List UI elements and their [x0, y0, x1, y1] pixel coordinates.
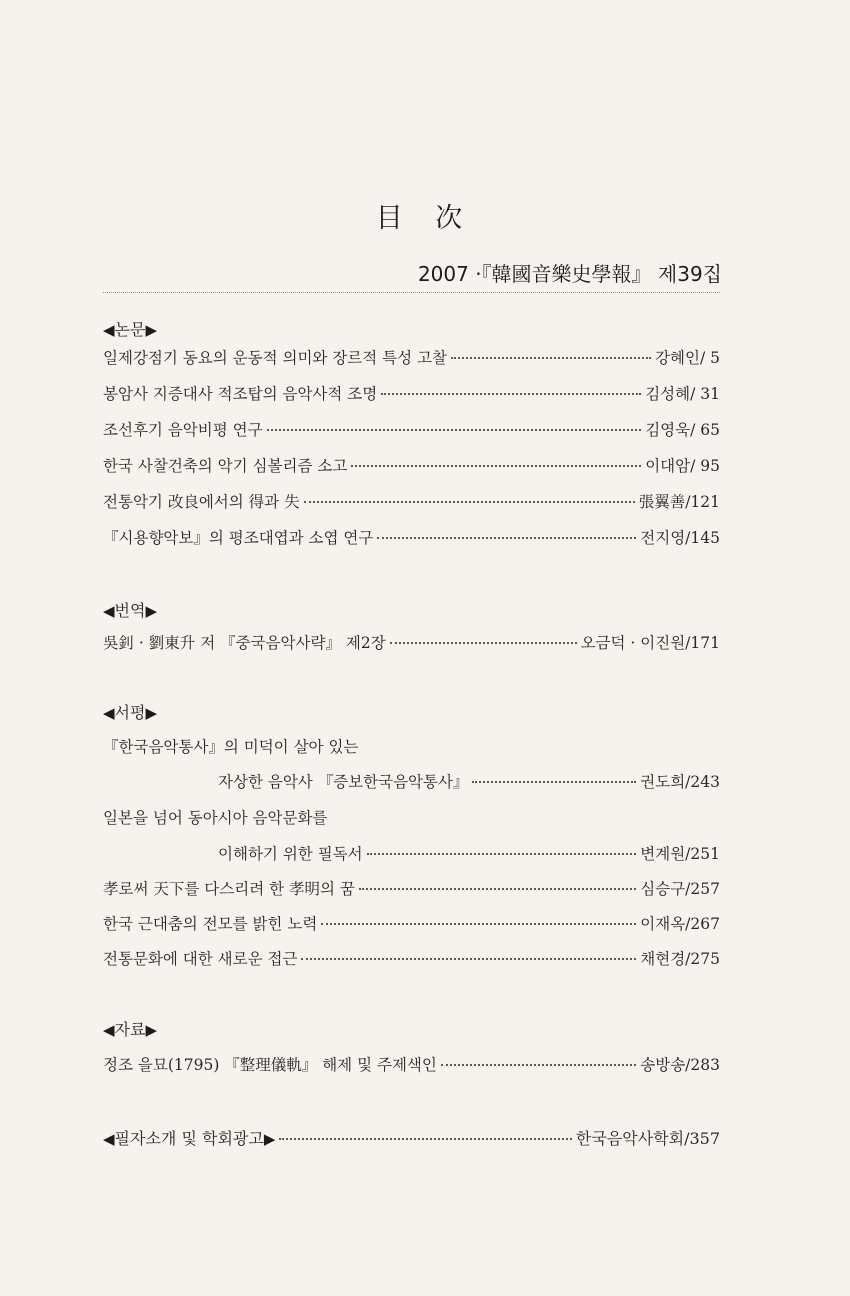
right-triangle-icon: ▶	[263, 1130, 276, 1148]
entry-author-page: 김영욱/ 65	[645, 421, 720, 439]
entry-title: 정조 을묘(1795) 『整理儀軌』 해제 및 주제색인	[103, 1056, 437, 1074]
right-triangle-icon: ▶	[145, 602, 158, 620]
left-triangle-icon: ◀	[103, 602, 115, 620]
entry-author-page: 이대암/ 95	[645, 457, 720, 475]
entry-title: 吳釗 · 劉東升 저 『중국음악사략』 제2장	[103, 634, 386, 652]
leader-dots	[301, 958, 636, 960]
leader-dots	[367, 853, 637, 855]
left-triangle-icon: ◀	[103, 321, 115, 339]
leader-dots	[351, 465, 641, 467]
leader-dots	[472, 781, 636, 783]
entry-title: 한국 사찰건축의 악기 심볼리즘 소고	[103, 457, 348, 475]
toc-entry[interactable]	[103, 877, 720, 901]
section-heading-reviews	[103, 700, 157, 723]
journal-subtitle: 2007 ·『韓國音樂史學報』 제39집	[417, 262, 722, 286]
entry-title: 봉암사 지증대사 적조탑의 음악사적 조명	[103, 385, 378, 403]
entry-author-page: 한국음악사학회/357	[575, 1129, 720, 1148]
entry-title: 孝로써 天下를 다스리려 한 孝明의 꿈	[103, 880, 355, 898]
leader-dots	[279, 1138, 572, 1140]
section-heading-translation	[103, 598, 157, 621]
toc-entry[interactable]	[218, 770, 720, 794]
entry-author-page: 송방송/283	[640, 1056, 720, 1074]
entry-author-page: 전지영/145	[640, 529, 720, 547]
page-title: 目 次	[375, 203, 475, 234]
toc-entry[interactable]	[103, 912, 720, 936]
entry-author-page: 강혜인/ 5	[655, 349, 720, 367]
section-label: 자료	[114, 1020, 146, 1039]
toc-entry[interactable]	[103, 454, 720, 478]
right-triangle-icon: ▶	[145, 321, 158, 339]
toc-entry-footer[interactable]	[103, 1126, 720, 1150]
left-triangle-icon: ◀	[103, 1021, 115, 1039]
toc-entry[interactable]	[103, 631, 720, 655]
toc-entry[interactable]	[103, 418, 720, 442]
entry-title: 전통문화에 대한 새로운 접근	[103, 950, 298, 968]
entry-author-page: 이재옥/267	[640, 915, 720, 933]
leader-dots	[441, 1064, 636, 1066]
entry-author-page: 채현경/275	[640, 950, 720, 968]
leader-dots	[359, 888, 636, 890]
section-label: 서평	[114, 703, 146, 722]
entry-author-page: 張翼善/121	[638, 493, 720, 511]
section-label: 번역	[114, 601, 146, 620]
entry-author-page: 오금덕 · 이진원/171	[580, 634, 720, 652]
entry-title: 자상한 음악사 『증보한국음악통사』	[218, 773, 469, 791]
entry-author-page: 김성혜/ 31	[645, 385, 720, 403]
entry-title-line: 『한국음악통사』의 미덕이 살아 있는	[103, 738, 359, 756]
toc-entry[interactable]	[103, 346, 720, 370]
leader-dots	[390, 642, 577, 644]
entry-title: 전통악기 改良에서의 得과 失	[103, 493, 300, 511]
section-heading-materials	[103, 1017, 157, 1040]
right-triangle-icon: ▶	[145, 704, 158, 722]
footer-heading	[103, 1126, 275, 1149]
entry-title-line: 일본을 넘어 동아시아 음악문화를	[103, 809, 328, 827]
right-triangle-icon: ▶	[145, 1021, 158, 1039]
toc-entry[interactable]	[103, 526, 720, 550]
toc-entry[interactable]	[218, 842, 720, 866]
leader-dots	[267, 429, 642, 431]
entry-author-page: 심승구/257	[640, 880, 720, 898]
leader-dots	[377, 537, 636, 539]
left-triangle-icon: ◀	[103, 1130, 115, 1148]
section-heading-papers	[103, 317, 157, 340]
footer-label: 필자소개 및 학회광고	[114, 1129, 264, 1148]
entry-author-page: 변계원/251	[640, 845, 720, 863]
toc-entry[interactable]	[103, 947, 720, 971]
section-label: 논문	[114, 320, 146, 339]
toc-entry[interactable]	[103, 490, 720, 514]
entry-title: 일제강점기 동요의 운동적 의미와 장르적 특성 고찰	[103, 349, 447, 367]
entry-title: 『시용향악보』의 평조대엽과 소엽 연구	[103, 529, 374, 547]
entry-title: 이해하기 위한 필독서	[218, 845, 363, 863]
entry-title: 조선후기 음악비평 연구	[103, 421, 263, 439]
entry-author-page: 권도희/243	[640, 773, 720, 791]
toc-entry[interactable]	[103, 1053, 720, 1077]
leader-dots	[381, 393, 641, 395]
divider	[103, 292, 720, 293]
toc-entry[interactable]	[103, 382, 720, 406]
leader-dots	[321, 923, 636, 925]
entry-title: 한국 근대춤의 전모를 밝힌 노력	[103, 915, 318, 933]
leader-dots	[304, 501, 635, 503]
leader-dots	[451, 357, 651, 359]
left-triangle-icon: ◀	[103, 704, 115, 722]
